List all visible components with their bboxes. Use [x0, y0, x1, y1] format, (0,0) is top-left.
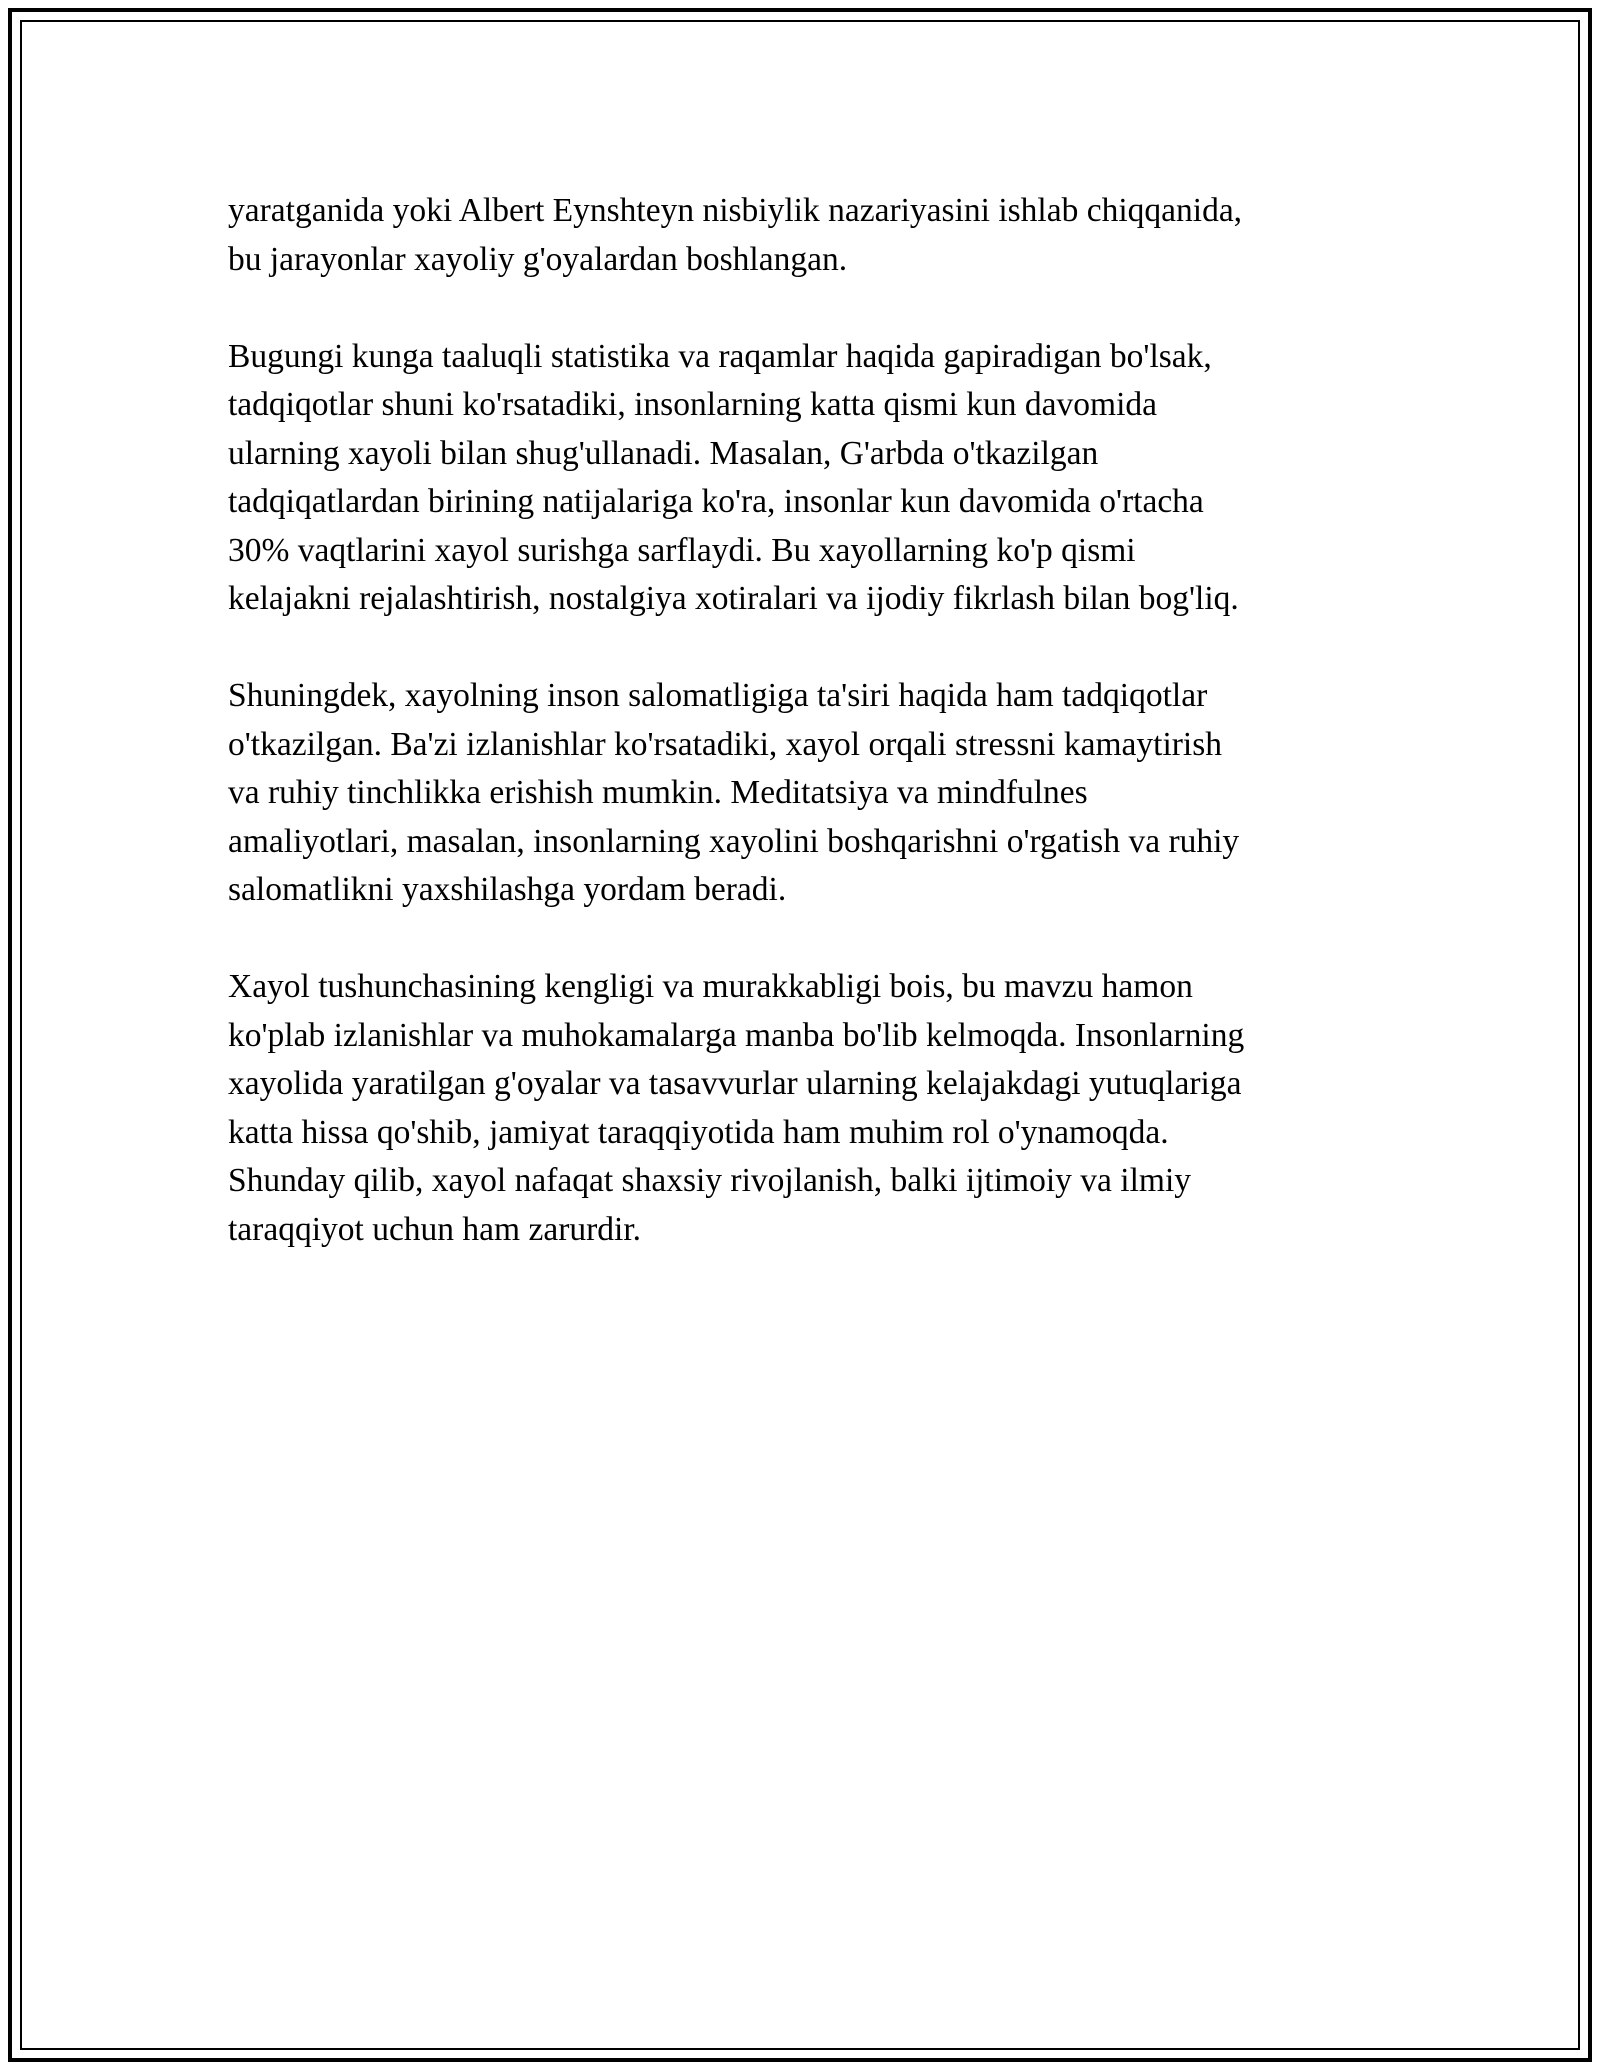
paragraph-3: Shuningdek, xayolning inson salomatligiga ta'siri haqida ham tadqiqotlar o'tkazilgan. Ba'zi izlanishlar ko'rsatadiki, xayol orqali stressni kamaytirish va ruhiy tinchlikka erishish mumkin. Meditatsiya va mindfulnes amaliyotlari, masalan, insonlarning xayolini boshqarishni o'rgatish va ruhiy salomatlikni yaxshilashga yordam beradi. [228, 677, 1240, 908]
document-body [228, 187, 1368, 1303]
paragraph-2: Bugungi kunga taaluqli statistika va raqamlar haqida gapiradigan bo'lsak, tadqiqotlar shuni ko'rsatadiki, insonlarning katta qismi kun davomida ularning xayoli bilan shug'ullanadi. Masalan, G'arbda o'tkazilgan tadqiqatlardan birining natijalariga ko'ra, insonlar kun davomida o'rtacha 30% vaqtlarini xayol surishga sarflaydi. Bu xayollarning ko'p qismi kelajakni rejalashtirish, nostalgiya xotiralari va ijodiy fikrlash bilan bog'liq. [228, 337, 1239, 617]
paragraph-4: Xayol tushunchasining kengligi va murakkabligi bois, bu mavzu hamon ko'plab izlanishlar va muhokamalarga manba bo'lib kelmoqda. Insonlarning xayolida yaratilgan g'oyalar va tasavvurlar ularning kelajakdagi yutuqlariga katta hissa qo'shib, jamiyat taraqqiyotida ham muhim rol o'ynamoqda. Shunday qilib, xayol nafaqat shaxsiy rivojlanish, balki ijtimoiy va ilmiy taraqqiyot uchun ham zarurdir. [228, 968, 1245, 1248]
paragraph-1: yaratganida yoki Albert Eynshteyn nisbiylik nazariyasini ishlab chiqqanida, bu jarayonlar xayoliy g'oyalardan boshlangan. [228, 192, 1243, 278]
